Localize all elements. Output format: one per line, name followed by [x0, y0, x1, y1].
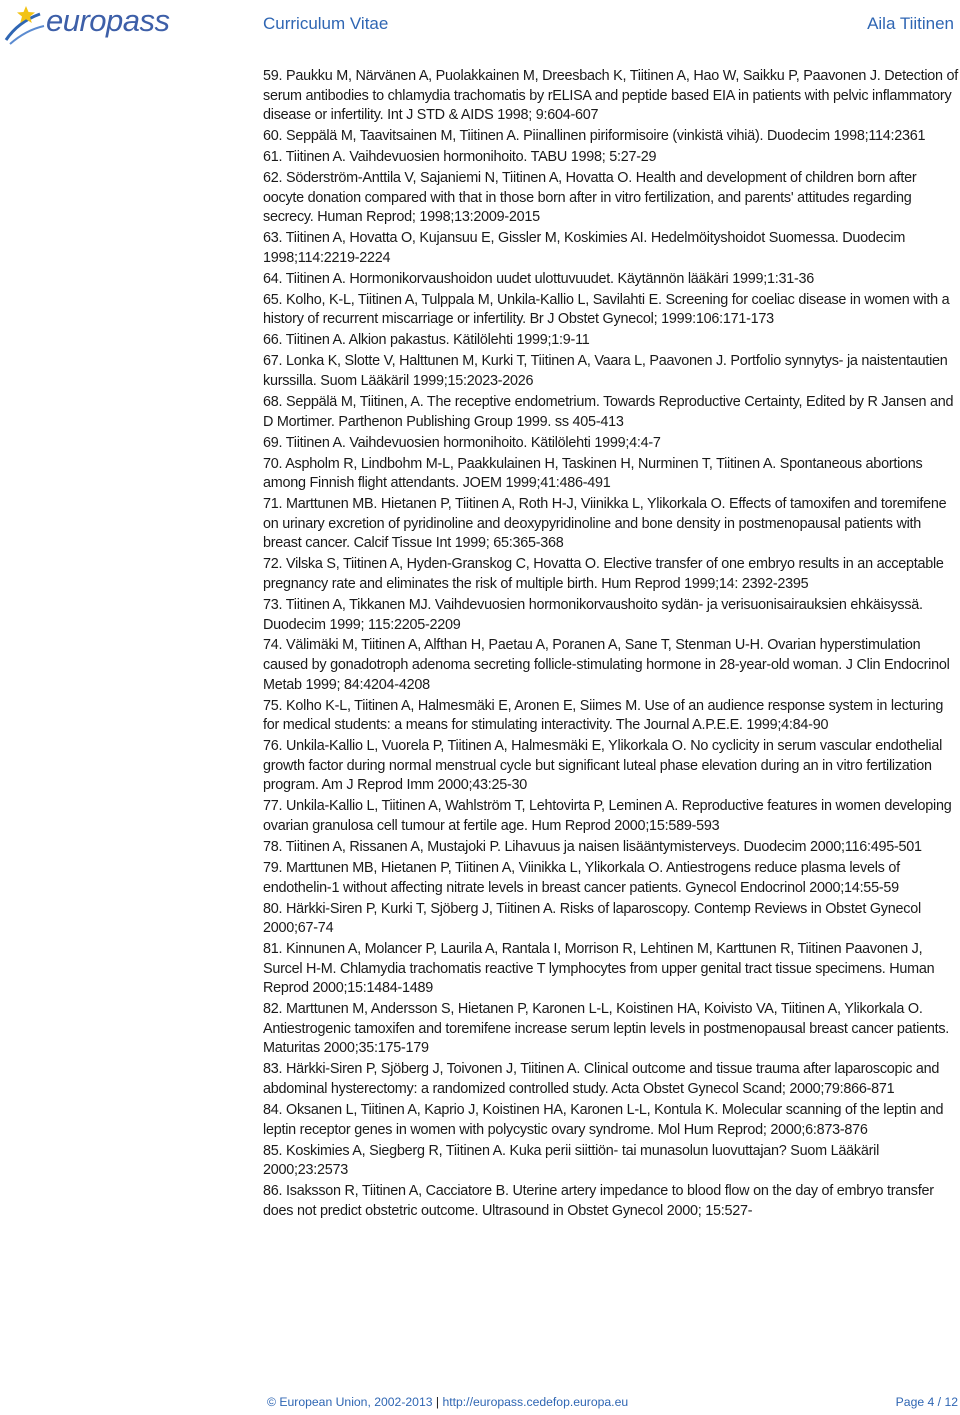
reference-item: 74. Välimäki M, Tiitinen A, Alfthan H, Paetau A, Poranen A, Sane T, Stenman U-H. Ovarian hyperstimulation caused by gonadotroph adenoma secreting follicle-stimulating hormone in 28-year-old woman. J Clin Endocrinol Metab 1999; 84:4204-4208: [263, 637, 950, 693]
reference-item: 62. Söderström-Anttila V, Sajaniemi N, Tiitinen A, Hovatta O. Health and development of children born after oocyte donation compared with that in those born after in vitro fertilization, and parents' attitudes regarding secrecy. Human Reprod; 1998;13:2009-2015: [263, 170, 917, 226]
reference-item: 81. Kinnunen A, Molancer P, Laurila A, Rantala I, Morrison R, Lehtinen M, Karttunen R, Tiitinen Paavonen J, Surcel H-M. Chlamydia trachomatis reactive T lymphocytes from upper genital tract tissue specimens. Human Reprod 2000;15:1484-1489: [263, 941, 935, 997]
reference-item: 63. Tiitinen A, Hovatta O, Kujansuu E, Gissler M, Koskimies AI. Hedelmöityshoidot Suomessa. Duodecim 1998;114:2219-2224: [263, 230, 906, 266]
reference-item: 67. Lonka K, Slotte V, Halttunen M, Kurki T, Tiitinen A, Vaara L, Paavonen J. Portfolio synnytys- ja naistentautien kurssilla. Suom Lääkäril 1999;15:2023-2026: [263, 353, 948, 390]
footer-copyright-line: [267, 1395, 628, 1409]
person-name: Aila Tiitinen: [867, 14, 954, 33]
reference-item: 66. Tiitinen A. Alkion pakastus. Kätilölehti 1999;1:9-11: [263, 332, 590, 349]
reference-item: 73. Tiitinen A, Tikkanen MJ. Vaihdevuosien hormonikorvaushoito sydän- ja verisuonisairauksien ehkäisyssä. Duodecim 1999; 115:2205-2209: [263, 596, 923, 633]
reference-item: 80. Härkki-Siren P, Kurki T, Sjöberg J, Tiitinen A. Risks of laparoscopy. Contemp Reviews in Obstet Gynecol 2000;67-74: [263, 900, 921, 937]
europass-logo: [0, 0, 170, 50]
copyright-text: © European Union, 2002-2013: [267, 1395, 433, 1409]
reference-item: 64. Tiitinen A. Hormonikorvaushoidon uudet ulottuvuudet. Käytännön lääkäri 1999;1:31-36: [263, 270, 815, 287]
reference-item: 82. Marttunen M, Andersson S, Hietanen P, Karonen L-L, Koistinen HA, Koivisto VA, Tiitinen A, Ylikorkala O. Antiestrogenic tamoxifen and toremifene increase serum leptin levels in postmenopausal breast cancer patients. Maturitas 2000;35:175-179: [263, 1001, 950, 1057]
reference-item: 68. Seppälä M, Tiitinen, A. The receptive endometrium. Towards Reproductive Certainty, Edited by R Jansen and D Mortimer. Parthenon Publishing Group 1999. ss 405-413: [263, 394, 954, 430]
publication-list: [263, 67, 960, 1223]
reference-item: 72. Vilska S, Tiitinen A, Hyden-Granskog C, Hovatta O. Elective transfer of one embryo results in an acceptable pregnancy rate and eliminates the risk of multiple birth. Hum Reprod 1999;14: 2392-2395: [263, 556, 944, 592]
page-title: Curriculum Vitae: [263, 14, 389, 33]
reference-item: 75. Kolho K-L, Tiitinen A, Halmesmäki E, Aronen E, Siimes M. Use of an audience response system in lecturing for medical students: a means for stimulating interactivity. The Journal A.P.E.E. 1999;4:84-90: [263, 697, 944, 734]
reference-item: 60. Seppälä M, Taavitsainen M, Tiitinen A. Piinallinen piriformisoire (vinkistä vihiä). Duodecim 1998;114:2361: [263, 128, 926, 145]
reference-item: 78. Tiitinen A, Rissanen A, Mustajoki P. Lihavuus ja naisen lisääntymisterveys. Duodecim 2000;116:495-501: [263, 838, 922, 855]
reference-item: 77. Unkila-Kallio L, Tiitinen A, Wahlström T, Lehtovirta P, Leminen A. Reproductive features in women developing ovarian granulosa cell tumour at fertile age. Hum Reprod 2000;15:589-593: [263, 798, 952, 834]
reference-item: 59. Paukku M, Närvänen A, Puolakkainen M, Dreesbach K, Tiitinen A, Hao W, Saikku P, Paavonen J. Detection of serum antibodies to chlamydia trachomatis by rELISA and peptide based EIA in patients with pelvic inflammatory disease or infertility. Int J STD & AIDS 1998; 9:604-607: [263, 68, 959, 124]
reference-item: 65. Kolho, K-L, Tiitinen A, Tulppala M, Unkila-Kallio L, Savilahti E. Screening for coeliac disease in women with a history of recurrent miscarriage or infertility. Br J Obstet Gynecol; 1999:106:171-173: [263, 291, 950, 328]
reference-item: 76. Unkila-Kallio L, Vuorela P, Tiitinen A, Halmesmäki E, Ylikorkala O. No cyclicity in serum vascular endothelial growth factor during normal menstrual cycle but significant luteal phase elevation during an in vitro fertilization program. Am J Reprod Imm 2000;43:25-30: [263, 738, 943, 794]
reference-item: 83. Härkki-Siren P, Sjöberg J, Toivonen J, Tiitinen A. Clinical outcome and tissue trauma after laparoscopic and abdominal hysterectomy: a randomized controlled study. Acta Obstet Gynecol Scand; 2000;79:866-871: [263, 1061, 940, 1098]
europass-link[interactable]: http://europass.cedefop.europa.eu: [442, 1395, 629, 1409]
reference-item: 86. Isaksson R, Tiitinen A, Cacciatore B. Uterine artery impedance to blood flow on the day of embryo transfer does not predict obstetric outcome. Ultrasound in Obstet Gynecol 2000; 15:527-: [263, 1183, 934, 1219]
page-number: Page 4 / 12: [895, 1395, 958, 1409]
reference-item: 69. Tiitinen A. Vaihdevuosien hormonihoito. Kätilölehti 1999;4:4-7: [263, 434, 661, 451]
reference-item: 71. Marttunen MB. Hietanen P, Tiitinen A, Roth H-J, Viinikka L, Ylikorkala O. Effects of tamoxifen and toremifene on urinary excretion of pyridinoline and deoxypyridinoline and bone density in postmenopausal patients with breast cancer. Calcif Tissue Int 1999; 65:365-368: [263, 496, 947, 552]
reference-item: 84. Oksanen L, Tiitinen A, Kaprio J, Koistinen HA, Karonen L-L, Kontula K. Molecular scanning of the leptin and leptin receptor genes in women with polycystic ovary syndrome. Mol Hum Reprod; 2000;6:873-876: [263, 1102, 944, 1138]
footer-separator: |: [435, 1395, 440, 1409]
logo-wordmark: europass: [46, 3, 170, 38]
page-header: [0, 0, 960, 60]
reference-item: 61. Tiitinen A. Vaihdevuosien hormonihoito. TABU 1998; 5:27-29: [263, 149, 657, 166]
reference-item: 79. Marttunen MB, Hietanen P, Tiitinen A, Viinikka L, Ylikorkala O. Antiestrogens reduce plasma levels of endothelin-1 without affecting nitrate levels in breast cancer patients. Gynecol Endocrinol 2000;14:55-59: [263, 859, 900, 896]
page-footer: [0, 1395, 960, 1415]
reference-item: 70. Aspholm R, Lindbohm M-L, Paakkulainen H, Taskinen H, Nurminen T, Tiitinen A. Spontaneous abortions among Finnish flight attendants. JOEM 1999;41:486-491: [263, 455, 923, 492]
reference-item: 85. Koskimies A, Siegberg R, Tiitinen A. Kuka perii siittiön- tai munasolun luovuttajan? Suom Lääkäril 2000;23:2573: [263, 1142, 880, 1179]
